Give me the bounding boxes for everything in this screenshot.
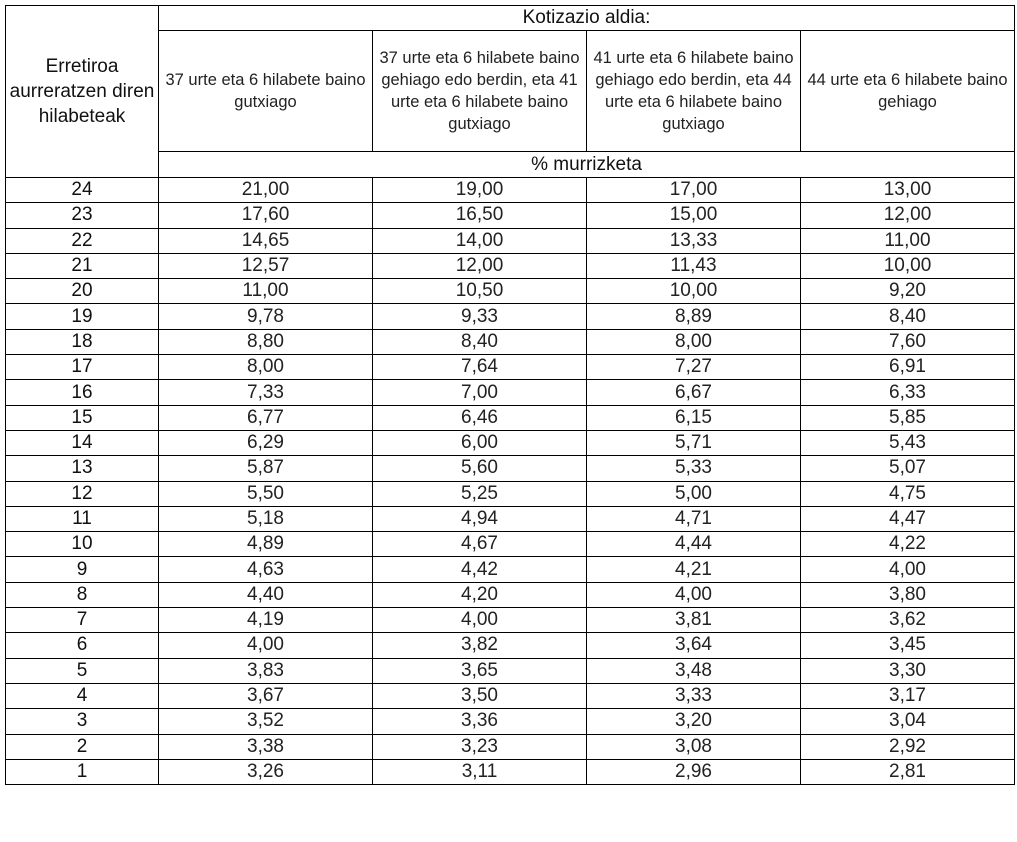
reduction-value-cell: 4,00 xyxy=(801,557,1015,582)
month-cell: 2 xyxy=(6,734,159,759)
reduction-value-cell: 12,57 xyxy=(159,253,373,278)
reduction-value-cell: 5,33 xyxy=(587,456,801,481)
table-row xyxy=(6,253,1015,278)
month-cell: 5 xyxy=(6,658,159,683)
reduction-value-cell: 3,17 xyxy=(801,683,1015,708)
reduction-value-cell: 7,27 xyxy=(587,355,801,380)
table-row xyxy=(6,481,1015,506)
reduction-value-cell: 12,00 xyxy=(373,253,587,278)
reduction-value-cell: 5,87 xyxy=(159,456,373,481)
reduction-value-cell: 5,50 xyxy=(159,481,373,506)
reduction-value-cell: 3,82 xyxy=(373,633,587,658)
reduction-value-cell: 3,30 xyxy=(801,658,1015,683)
reduction-value-cell: 4,94 xyxy=(373,506,587,531)
reduction-value-cell: 3,20 xyxy=(587,709,801,734)
month-cell: 3 xyxy=(6,709,159,734)
reduction-value-cell: 5,43 xyxy=(801,430,1015,455)
month-cell: 14 xyxy=(6,430,159,455)
month-cell: 11 xyxy=(6,506,159,531)
table-row xyxy=(6,557,1015,582)
reduction-value-cell: 4,19 xyxy=(159,608,373,633)
month-cell: 16 xyxy=(6,380,159,405)
month-cell: 8 xyxy=(6,582,159,607)
reduction-value-cell: 4,44 xyxy=(587,532,801,557)
month-cell: 24 xyxy=(6,178,159,203)
table-row xyxy=(6,430,1015,455)
month-cell: 21 xyxy=(6,253,159,278)
reduction-value-cell: 5,07 xyxy=(801,456,1015,481)
table-row xyxy=(6,203,1015,228)
reduction-value-cell: 3,67 xyxy=(159,683,373,708)
reduction-value-cell: 3,33 xyxy=(587,683,801,708)
table-row xyxy=(6,683,1015,708)
reduction-value-cell: 3,36 xyxy=(373,709,587,734)
reduction-value-cell: 7,00 xyxy=(373,380,587,405)
reduction-value-cell: 16,50 xyxy=(373,203,587,228)
table-row xyxy=(6,608,1015,633)
reduction-value-cell: 5,60 xyxy=(373,456,587,481)
reduction-table xyxy=(5,5,1015,785)
reduction-value-cell: 9,78 xyxy=(159,304,373,329)
month-cell: 20 xyxy=(6,279,159,304)
reduction-value-cell: 4,00 xyxy=(373,608,587,633)
reduction-value-cell: 17,60 xyxy=(159,203,373,228)
reduction-value-cell: 4,71 xyxy=(587,506,801,531)
reduction-value-cell: 21,00 xyxy=(159,178,373,203)
row-header-months: Erretiroa aurreratzen diren hilabeteak xyxy=(6,6,159,178)
reduction-value-cell: 7,33 xyxy=(159,380,373,405)
month-cell: 7 xyxy=(6,608,159,633)
month-cell: 4 xyxy=(6,683,159,708)
table-row xyxy=(6,178,1015,203)
reduction-value-cell: 6,46 xyxy=(373,405,587,430)
reduction-value-cell: 5,18 xyxy=(159,506,373,531)
unit-header-reduction-percent: % murrizketa xyxy=(159,152,1015,178)
reduction-value-cell: 3,62 xyxy=(801,608,1015,633)
reduction-value-cell: 3,50 xyxy=(373,683,587,708)
reduction-value-cell: 4,89 xyxy=(159,532,373,557)
table-row xyxy=(6,279,1015,304)
month-cell: 23 xyxy=(6,203,159,228)
table-row xyxy=(6,380,1015,405)
table-row xyxy=(6,304,1015,329)
month-cell: 12 xyxy=(6,481,159,506)
reduction-value-cell: 3,23 xyxy=(373,734,587,759)
reduction-value-cell: 9,20 xyxy=(801,279,1015,304)
reduction-value-cell: 5,25 xyxy=(373,481,587,506)
reduction-value-cell: 3,26 xyxy=(159,759,373,784)
reduction-value-cell: 4,67 xyxy=(373,532,587,557)
reduction-value-cell: 10,50 xyxy=(373,279,587,304)
reduction-value-cell: 4,00 xyxy=(159,633,373,658)
table-row xyxy=(6,329,1015,354)
reduction-value-cell: 5,00 xyxy=(587,481,801,506)
reduction-value-cell: 12,00 xyxy=(801,203,1015,228)
reduction-value-cell: 14,00 xyxy=(373,228,587,253)
reduction-value-cell: 5,85 xyxy=(801,405,1015,430)
reduction-value-cell: 19,00 xyxy=(373,178,587,203)
table-row xyxy=(6,532,1015,557)
table-body xyxy=(6,178,1015,785)
month-cell: 18 xyxy=(6,329,159,354)
month-cell: 22 xyxy=(6,228,159,253)
reduction-value-cell: 4,40 xyxy=(159,582,373,607)
reduction-value-cell: 6,67 xyxy=(587,380,801,405)
month-cell: 19 xyxy=(6,304,159,329)
reduction-value-cell: 4,47 xyxy=(801,506,1015,531)
reduction-value-cell: 6,33 xyxy=(801,380,1015,405)
reduction-value-cell: 3,04 xyxy=(801,709,1015,734)
reduction-value-cell: 17,00 xyxy=(587,178,801,203)
column-header: 44 urte eta 6 hilabete baino gehiago xyxy=(801,31,1015,152)
reduction-value-cell: 6,91 xyxy=(801,355,1015,380)
column-header: 37 urte eta 6 hilabete baino gutxiago xyxy=(159,31,373,152)
reduction-value-cell: 8,00 xyxy=(159,355,373,380)
group-header-contribution-period: Kotizazio aldia: xyxy=(159,6,1015,31)
reduction-value-cell: 8,00 xyxy=(587,329,801,354)
table-row xyxy=(6,582,1015,607)
column-header: 41 urte eta 6 hilabete baino gehiago edo berdin, eta 44 urte eta 6 hilabete baino gutxiago xyxy=(587,31,801,152)
table-row xyxy=(6,506,1015,531)
month-cell: 10 xyxy=(6,532,159,557)
reduction-value-cell: 6,77 xyxy=(159,405,373,430)
month-cell: 17 xyxy=(6,355,159,380)
reduction-value-cell: 3,65 xyxy=(373,658,587,683)
reduction-value-cell: 4,22 xyxy=(801,532,1015,557)
reduction-value-cell: 2,96 xyxy=(587,759,801,784)
reduction-value-cell: 6,00 xyxy=(373,430,587,455)
reduction-value-cell: 4,75 xyxy=(801,481,1015,506)
reduction-value-cell: 10,00 xyxy=(587,279,801,304)
column-header: 37 urte eta 6 hilabete baino gehiago edo berdin, eta 41 urte eta 6 hilabete baino gutxiago xyxy=(373,31,587,152)
reduction-value-cell: 11,00 xyxy=(801,228,1015,253)
reduction-value-cell: 7,64 xyxy=(373,355,587,380)
reduction-value-cell: 3,08 xyxy=(587,734,801,759)
month-cell: 1 xyxy=(6,759,159,784)
month-cell: 9 xyxy=(6,557,159,582)
reduction-value-cell: 5,71 xyxy=(587,430,801,455)
table-row xyxy=(6,456,1015,481)
reduction-value-cell: 3,52 xyxy=(159,709,373,734)
reduction-value-cell: 3,80 xyxy=(801,582,1015,607)
reduction-value-cell: 2,81 xyxy=(801,759,1015,784)
reduction-value-cell: 13,00 xyxy=(801,178,1015,203)
reduction-value-cell: 4,00 xyxy=(587,582,801,607)
table-row xyxy=(6,355,1015,380)
month-cell: 15 xyxy=(6,405,159,430)
table-row xyxy=(6,405,1015,430)
reduction-value-cell: 3,45 xyxy=(801,633,1015,658)
month-cell: 13 xyxy=(6,456,159,481)
reduction-value-cell: 10,00 xyxy=(801,253,1015,278)
reduction-value-cell: 6,29 xyxy=(159,430,373,455)
reduction-value-cell: 8,40 xyxy=(801,304,1015,329)
reduction-value-cell: 4,21 xyxy=(587,557,801,582)
table-row xyxy=(6,228,1015,253)
reduction-value-cell: 3,38 xyxy=(159,734,373,759)
table-row xyxy=(6,709,1015,734)
month-cell: 6 xyxy=(6,633,159,658)
table-row xyxy=(6,633,1015,658)
table-row xyxy=(6,734,1015,759)
reduction-value-cell: 3,64 xyxy=(587,633,801,658)
reduction-value-cell: 4,63 xyxy=(159,557,373,582)
reduction-value-cell: 4,42 xyxy=(373,557,587,582)
reduction-value-cell: 15,00 xyxy=(587,203,801,228)
reduction-value-cell: 7,60 xyxy=(801,329,1015,354)
reduction-value-cell: 8,40 xyxy=(373,329,587,354)
reduction-value-cell: 8,80 xyxy=(159,329,373,354)
reduction-value-cell: 11,43 xyxy=(587,253,801,278)
reduction-value-cell: 8,89 xyxy=(587,304,801,329)
reduction-value-cell: 3,83 xyxy=(159,658,373,683)
reduction-value-cell: 11,00 xyxy=(159,279,373,304)
reduction-value-cell: 4,20 xyxy=(373,582,587,607)
reduction-value-cell: 9,33 xyxy=(373,304,587,329)
reduction-value-cell: 14,65 xyxy=(159,228,373,253)
reduction-value-cell: 3,48 xyxy=(587,658,801,683)
reduction-value-cell: 6,15 xyxy=(587,405,801,430)
reduction-value-cell: 3,11 xyxy=(373,759,587,784)
reduction-value-cell: 2,92 xyxy=(801,734,1015,759)
table-row xyxy=(6,759,1015,784)
table-row xyxy=(6,658,1015,683)
reduction-value-cell: 13,33 xyxy=(587,228,801,253)
reduction-value-cell: 3,81 xyxy=(587,608,801,633)
